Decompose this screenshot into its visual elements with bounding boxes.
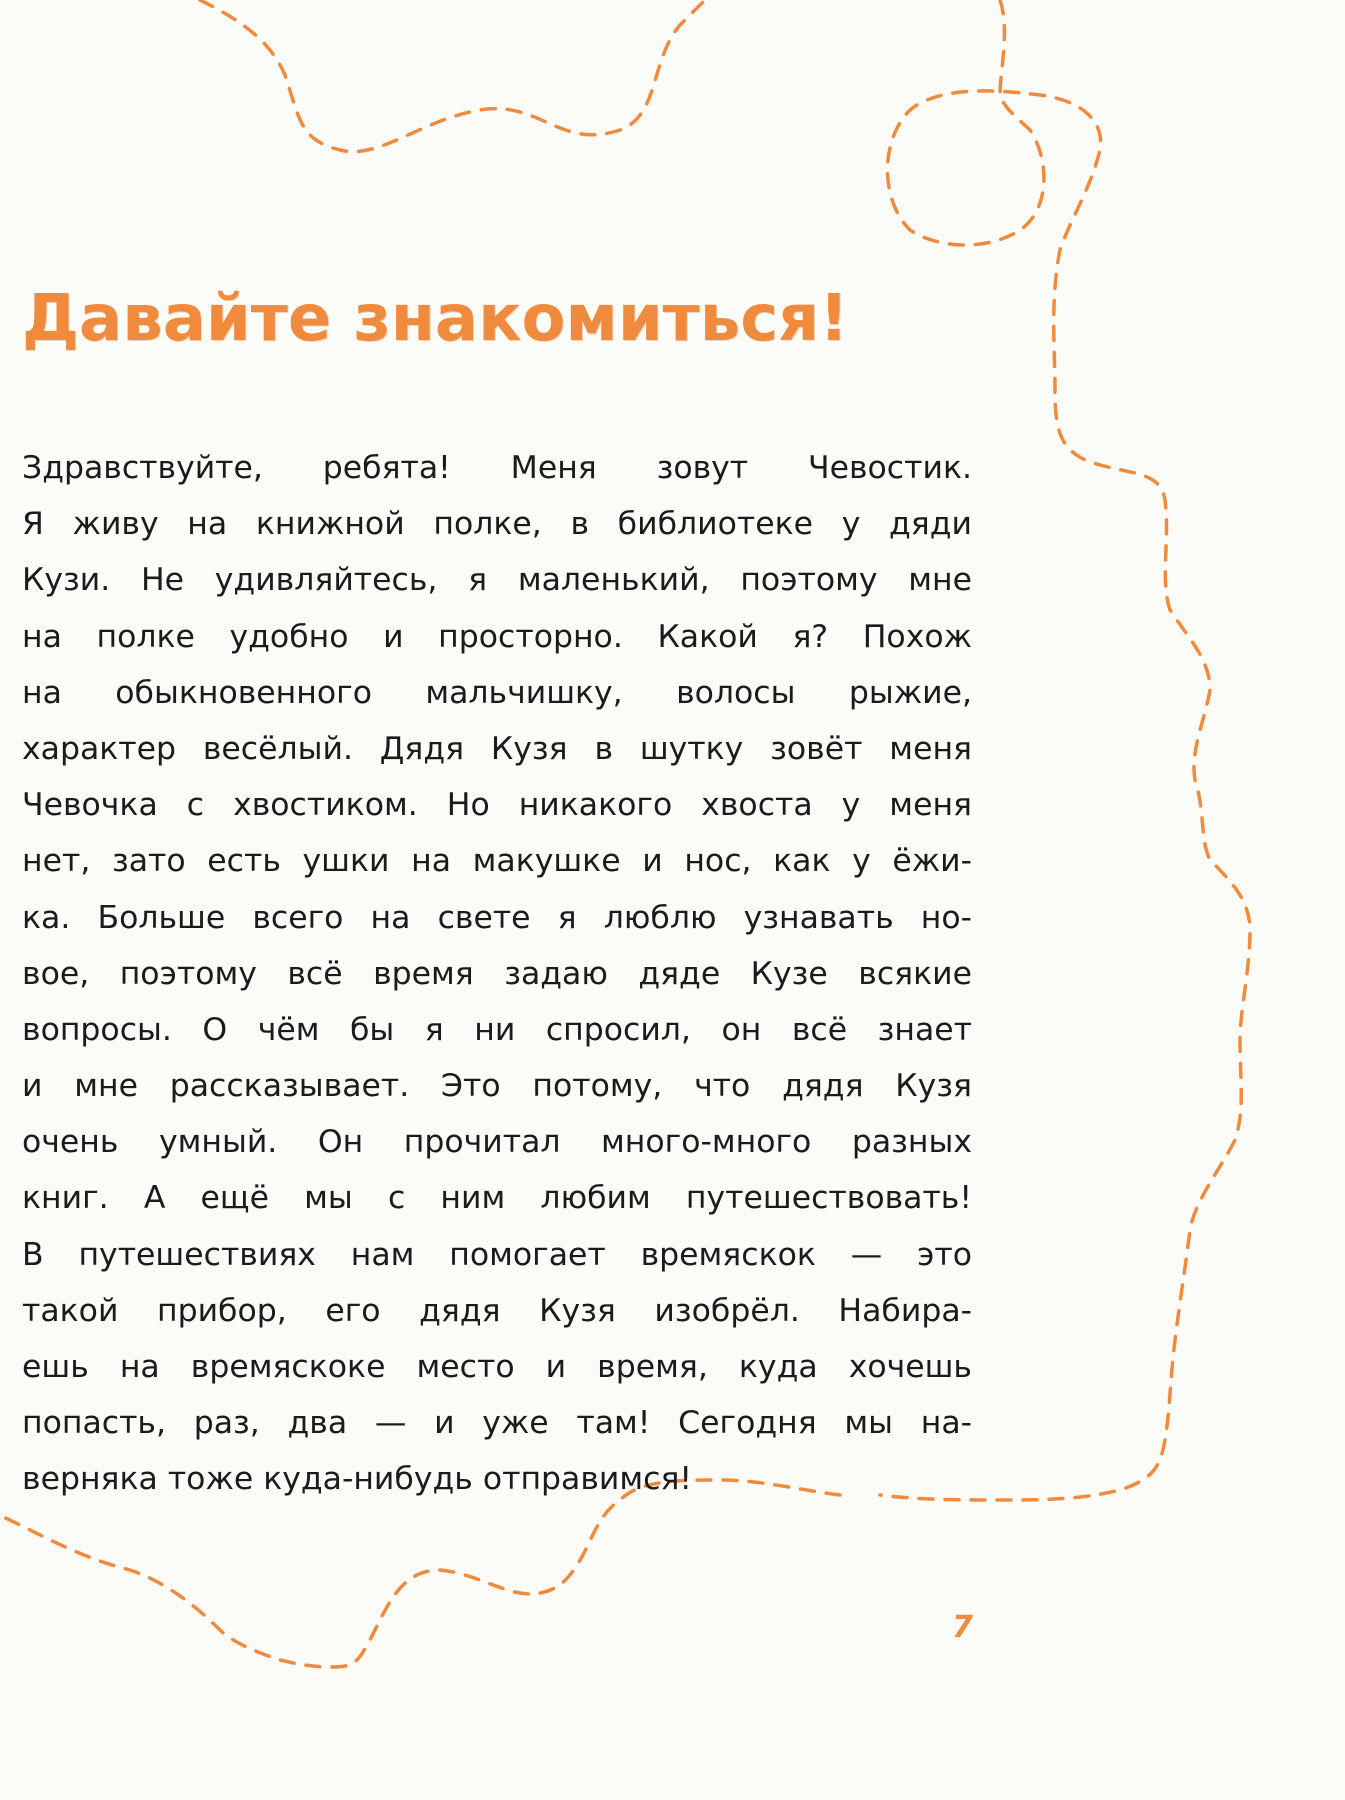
text-line: характер весёлый. Дядя Кузя в шутку зовёт меня [22,730,972,767]
text-line: очень умный. Он прочитал много-много разных [22,1124,972,1161]
text-line: Я живу на книжной полке, в библиотеке у дяди [22,506,972,543]
text-line: и мне рассказывает. Это потому, что дядя Кузя [22,1068,972,1105]
text-line: вопросы. О чём бы я ни спросил, он всё знает [22,1011,972,1048]
text-line: попасть, раз, два — и уже там! Сегодня мы на- [22,1405,972,1442]
text-line: нет, зато есть ушки на макушке и нос, как у ёжи- [22,843,972,880]
text-line: ка. Больше всего на свете я люблю узнавать но- [22,899,972,936]
text-line: вое, поэтому всё время задаю дяде Кузе всякие [22,955,972,992]
text-line: на обыкновенного мальчишку, волосы рыжие, [22,674,972,711]
text-line: Здравствуйте, ребята! Меня зовут Чевостик. [22,450,972,486]
text-line: такой прибор, его дядя Кузя изобрёл. Набира- [22,1292,972,1329]
text-line: верняка тоже куда-нибудь отправимся! [22,1461,693,1498]
page-title: Давайте знакомиться! [22,282,849,356]
text-line: на полке удобно и просторно. Какой я? Похож [22,618,972,655]
text-line: ешь на времяскоке место и время, куда хочешь [22,1349,972,1385]
body-text [22,440,972,1508]
text-line: книг. А ещё мы с ним любим путешествовать! [22,1180,972,1217]
text-line: Чевочка с хвостиком. Но никакого хвоста у меня [22,787,972,824]
text-line: В путешествиях нам помогает времяскок — это [22,1236,972,1273]
page-number: 7 [952,1610,973,1645]
text-line: Кузи. Не удивляйтесь, я маленький, поэтому мне [22,562,972,599]
